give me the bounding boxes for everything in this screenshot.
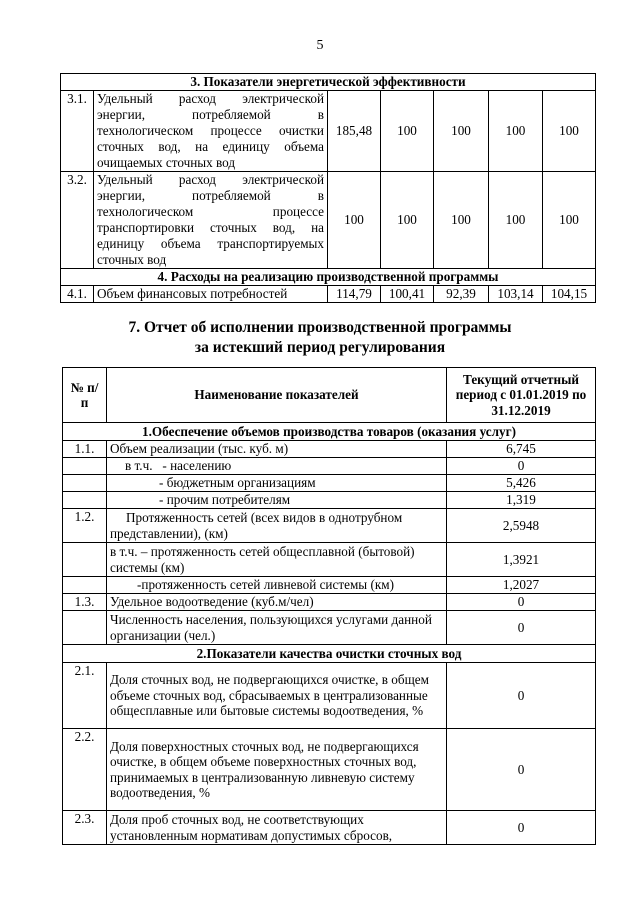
value-cell: 104,15 — [543, 286, 596, 303]
report-heading-line-1: 7. Отчет об исполнении производственной программы — [128, 319, 512, 336]
indicator-name: Доля поверхностных сточных вод, не подвергающихся очистке, в общем объеме поверхностных сточных вод, принимаемых в централизованную ливневую систему водоотведения, % — [107, 729, 447, 811]
value-cell: 1,2027 — [447, 577, 596, 594]
value-cell: 185,48 — [328, 91, 381, 172]
table-row — [63, 663, 596, 729]
header-row — [63, 368, 596, 423]
value-cell: 100 — [489, 172, 543, 269]
table-row — [63, 577, 596, 594]
table-row — [63, 492, 596, 509]
value-cell: 0 — [447, 811, 596, 845]
value-cell: 0 — [447, 594, 596, 611]
value-cell: 0 — [447, 458, 596, 475]
row-number — [63, 492, 107, 509]
value-cell: 1,319 — [447, 492, 596, 509]
section-4-title: 4. Расходы на реализацию производственной программы — [61, 269, 596, 286]
section-3-row — [61, 74, 596, 91]
value-cell: 0 — [447, 729, 596, 811]
table-row — [63, 475, 596, 492]
indicator-name: Численность населения, пользующихся услугами данной организации (чел.) — [107, 611, 447, 645]
section-1-row — [63, 423, 596, 441]
page-number: 5 — [316, 38, 324, 53]
table-row — [63, 811, 596, 845]
table-row — [63, 509, 596, 543]
section-3-title: 3. Показатели энергетической эффективности — [61, 74, 596, 91]
table-row — [63, 543, 596, 577]
value-cell: 100 — [381, 172, 434, 269]
table-row — [61, 172, 596, 269]
table-row — [63, 458, 596, 475]
row-number — [63, 543, 107, 577]
row-number: 1.2. — [63, 509, 107, 543]
indicator-name: -протяженность сетей ливневой системы (км) — [107, 577, 447, 594]
indicator-name: в т.ч. - населению — [107, 458, 447, 475]
indicator-name: в т.ч. – протяженность сетей общесплавной (бытовой) системы (км) — [107, 543, 447, 577]
section-1-title: 1.Обеспечение объемов производства товаров (оказания услуг) — [63, 423, 596, 441]
row-number: 4.1. — [61, 286, 94, 303]
report-heading — [0, 318, 640, 358]
value-cell: 100 — [543, 172, 596, 269]
value-cell: 100 — [434, 91, 489, 172]
row-number — [63, 611, 107, 645]
header-number: № п/п — [63, 368, 107, 423]
row-number: 2.2. — [63, 729, 107, 811]
row-number: 1.1. — [63, 441, 107, 458]
indicator-name: Протяженность сетей (всех видов в однотрубном представлении), (км) — [107, 509, 447, 543]
row-number — [63, 475, 107, 492]
row-number — [63, 458, 107, 475]
indicator-name: Объем реализации (тыс. куб. м) — [107, 441, 447, 458]
header-name: Наименование показателей — [107, 368, 447, 423]
value-cell: 100,41 — [381, 286, 434, 303]
indicator-name: Удельный расход электрической энергии, потребляемой в технологическом процессе очистки сточных вод, на единицу объема очищаемых сточных вод — [94, 91, 328, 172]
header-period: Текущий отчетный период с 01.01.2019 по 31.12.2019 — [447, 368, 596, 423]
energy-efficiency-table — [60, 73, 596, 303]
production-report-table — [62, 367, 596, 845]
row-number: 3.1. — [61, 91, 94, 172]
indicator-name: Объем финансовых потребностей — [94, 286, 328, 303]
value-cell: 2,5948 — [447, 509, 596, 543]
table-row — [63, 441, 596, 458]
indicator-name: Доля сточных вод, не подвергающихся очистке, в общем объеме сточных вод, сбрасываемых в централизованные общесплавные или бытовые системы водоотведения, % — [107, 663, 447, 729]
row-number: 2.3. — [63, 811, 107, 845]
indicator-name: Удельный расход электрической энергии, потребляемой в технологическом процессе транспортировки сточных вод, на единицу объема транспортируемых сточных вод — [94, 172, 328, 269]
value-cell: 100 — [489, 91, 543, 172]
value-cell: 100 — [381, 91, 434, 172]
value-cell: 100 — [543, 91, 596, 172]
row-number: 3.2. — [61, 172, 94, 269]
value-cell: 6,745 — [447, 441, 596, 458]
indicator-name: Доля проб сточных вод, не соответствующих установленным нормативам допустимых сбросов, — [107, 811, 447, 845]
value-cell: 114,79 — [328, 286, 381, 303]
table-row — [63, 594, 596, 611]
value-cell: 100 — [434, 172, 489, 269]
row-number: 1.3. — [63, 594, 107, 611]
value-cell: 92,39 — [434, 286, 489, 303]
value-cell: 0 — [447, 611, 596, 645]
value-cell: 1,3921 — [447, 543, 596, 577]
section-2-row — [63, 645, 596, 663]
row-number — [63, 577, 107, 594]
value-cell: 100 — [328, 172, 381, 269]
table-row — [63, 729, 596, 811]
table-row — [61, 91, 596, 172]
section-2-title: 2.Показатели качества очистки сточных вод — [63, 645, 596, 663]
value-cell: 5,426 — [447, 475, 596, 492]
indicator-name: - бюджетным организациям — [107, 475, 447, 492]
indicator-name: Удельное водоотведение (куб.м/чел) — [107, 594, 447, 611]
table-row — [61, 286, 596, 303]
section-4-row — [61, 269, 596, 286]
value-cell: 103,14 — [489, 286, 543, 303]
value-cell: 0 — [447, 663, 596, 729]
row-number: 2.1. — [63, 663, 107, 729]
indicator-name: - прочим потребителям — [107, 492, 447, 509]
table-row — [63, 611, 596, 645]
report-heading-line-2: за истекший период регулирования — [194, 339, 446, 356]
